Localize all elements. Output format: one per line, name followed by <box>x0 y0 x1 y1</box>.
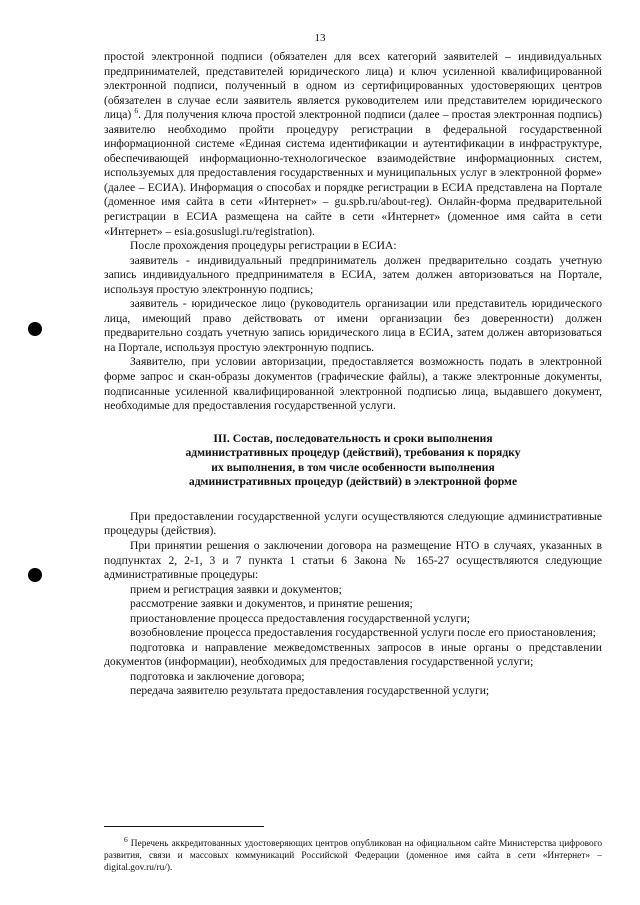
list-item: подготовка и заключение договора; <box>130 669 305 683</box>
footnote-divider <box>104 826 264 827</box>
list-item: прием и регистрация заявки и документов; <box>130 582 342 596</box>
footnote-marker: 6 <box>124 835 128 845</box>
section-heading-line: их выполнения, в том числе особенности выполнения <box>211 460 495 474</box>
footnote <box>104 835 603 874</box>
paragraph: заявитель - юридическое лицо (руководитель организации или представитель юридического лица, имеющий право действовать от имени организации без доверенности) должен предварительно создать учетную запись юридического лица в ЕСИА, затем должен авторизоваться на Портале, используя простую электронную подпись. <box>104 297 602 354</box>
paragraph: При принятии решения о заключении договора на размещение НТО в случаях, указанных в подпунктах 2, 2-1, 3 и 7 пункта 1 статьи 6 Закона № 165-27 осуществляются следующие административные процедуры: <box>104 538 602 582</box>
paragraph: Заявителю, при условии авторизации, предоставляется возможность подать в электронной форме запрос и скан-образы документов (графические файлы), а также электронные документы, подписанные усиленной квалифицированной электронной подписью лица, выдавшего документ, необходимые для предоставления государственной услуги. <box>104 355 602 413</box>
footnote-reference[interactable]: 6 <box>134 106 139 116</box>
paragraph: При предоставлении государственной услуги осуществляются следующие административные процедуры (действия). <box>104 509 602 538</box>
binder-hole-icon <box>28 568 42 582</box>
section-heading <box>104 432 602 490</box>
footnote-text: Перечень аккредитованных удостоверяющих центров опубликован на официальном сайте Министерства цифрового развития, связи и массовых коммуникаций Российской Федерации (доменное имя сайта в сети «Интернет» – digital.gov.ru/ru/). <box>104 839 603 873</box>
list-item: возобновление процесса предоставления государственной услуги после его приостановления; <box>130 626 596 640</box>
section-heading-line: административных процедур (действий) в электронной форме <box>188 475 518 489</box>
paragraph: После прохождения процедуры регистрации в ЕСИА: <box>130 239 397 253</box>
binder-hole-icon <box>28 322 42 336</box>
list-item: приостановление процесса предоставления государственной услуги; <box>130 611 471 625</box>
document-body <box>104 50 602 699</box>
page-number: 13 <box>314 32 326 44</box>
paragraph: заявитель - индивидуальный предприниматель должен предварительно создать учетную запись индивидуального предпринимателя в ЕСИА, затем должен авторизоваться на Портале, используя простую электронную подпись; <box>104 253 602 296</box>
list-item: передача заявителю результата предоставления государственной услуги; <box>130 684 490 698</box>
list-item: подготовка и направление межведомственных запросов в иные органы о представлении документов (информации), необходимых для предоставления государственной услуги; <box>104 640 602 669</box>
list-item: рассмотрение заявки и документов, и принятие решения; <box>130 597 413 611</box>
paragraph: простой электронной подписи (обязателен для всех категорий заявителей – индивидуальных предпринимателей, представителей юридического лица) и ключ усиленной квалифицированной электронной подписи, полученный в одном из сертифицированных удостоверяющих центров (обязателен в случае если заявитель является руководителем или представителем юридического лица) $^6$. Для получения ключа простой электронной подписи (далее – простая электронная подпись) заявителю необходимо пройти процедуру регистрации в федеральной государственной информационной системе «Единая система идентификации и аутентификации в инфраструктуре, обеспечивающей информационно-технологическое взаимодействие информационных систем, используемых для предоставления государственных и муниципальных услуг в электронной форме» (далее – ЕСИА). Информация о способах и порядке регистрации в ЕСИА представлена на Портале (доменное имя сайта в сети «Интернет» – gu.spb.ru/about-reg). Онлайн-форма предварительной регистрации в ЕСИА размещена на сайте в сети «Интернет» (доменное имя сайта в сети «Интернет» – esia.gosuslugi.ru/registration). <box>104 50 603 238</box>
section-heading-line: III. Состав, последовательность и сроки выполнения <box>213 431 493 445</box>
section-heading-line: административных процедур (действий), требования к порядку <box>185 446 521 460</box>
